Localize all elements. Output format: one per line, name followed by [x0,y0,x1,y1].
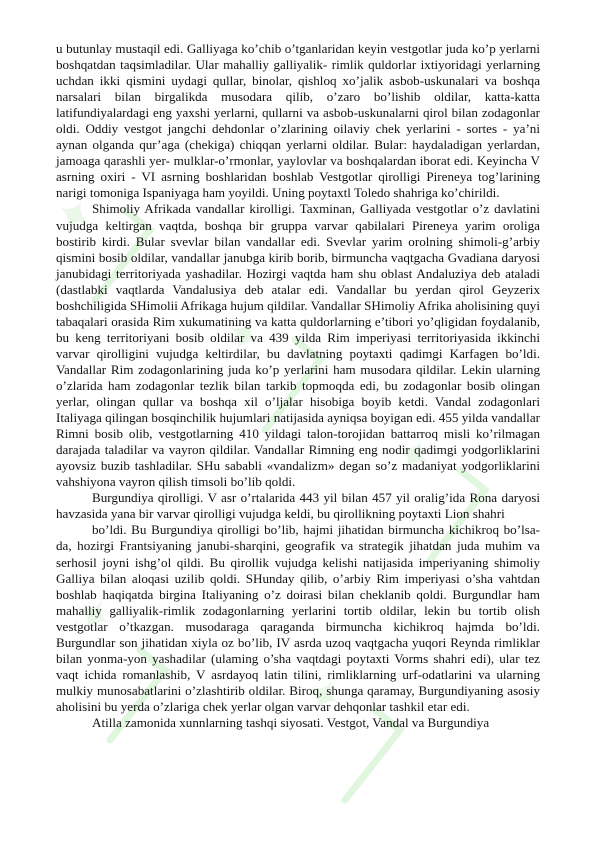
paragraph-vandals: Shimoliy Afrikada vandallar kirolligi. Taxminan, Galliyada vestgotlar o’z davlatini vujudga keltirgan vaqtda, boshqa bir gruppa varvar qabilalari Pireneya yarim oroliga bostirib kirdi. Bular svevlar bilan vandallar edi. Svevlar yarim orolning shimoli-g’arbiy qismini bosib oldilar, vandallar janubga kirib borib, birmuncha vaqtgacha Gvadiana daryosi janubidagi territoriyada yashadilar. Hozirgi vaqtda ham shu oblast Andaluziya deb ataladi (dastlabki vaqtlarda Vandalusiya deb atalar edi. Vandallar bu yerdan qirol Geyzerix boshchiligida SHimolii Afrikaga hujum qildilar. Vandallar SHimoliy Afrika aholisining quyi tabaqalari orasida Rim xukumatining va katta quldorlarning e’tibori yo’qligidan foydalanib, bu keng territoriyani bosib oldilar va 439 yilda Rim imperiyasi territoriyasida ikkinchi varvar qirolligini vujudga keltirdilar, bu davlatning poytaxti qadimgi Karfagen bo’ldi. Vandallar Rim zodagonlarining juda ko’p yerlarini ham musodara qildilar. Lekin ularning o’zlarida ham zodagonlar tezlik bilan tarkib topmoqda edi, bu zodagonlar bosib olingan yerlar, olingan qullar va boshqa xil o’ljalar hisobiga boyib ketdi. Vandal zodagonlari Italiyaga qilingan bosqinchilik hujumlari natijasida ayniqsa boyigan edi. 455 yilda vandallar Rimni bosib olib, vestgotlarning 410 yildagi talon-torojidan battarroq misli ko’rilmagan darajada taladilar va vayron qildilar. Vandallar Rimning eng nodir qadimgi yodgorliklarini ayovsiz buzib tashladilar. SHu sababli «vandalizm» degan so’z madaniyat yodgorliklarini vahshiyona vayron qilish timsoli bo’lib qoldi. [56,201,540,490]
paragraph-burgundy: bo’ldi. Bu Burgundiya qirolligi bo’lib, hajmi jihatidan birmuncha kichikroq bo’lsa-da, hozirgi Frantsiyaning janubi-sharqini, geografik va strategik jihatdan juda muhim va serhosil joyni ishg’ol qildi. Bu qirollik vujudga kelishi natijasida imperiyaning shimoliy Galliya bilan aloqasi uzilib qoldi. SHunday qilib, o’arbiy Rim imperiyasi o’sha vahtdan boshlab haqiqatda birgina Italiyaning o’z doirasi bilan cheklanib qoldi. Burgundlar ham mahalliy galliyalik-rimlik zodagonlarning yerlarini tortib oldilar, lekin bu tortib olish vestgotlar o’tkazgan. musodaraga qaraganda birmuncha kichikroq hajmda bo’ldi. Burgundlar son jihatidan xiyla oz bo’lib, IV asrda uzoq vaqtgacha yuqori Reynda rimliklar bilan yonma-yon yashadilar (ulaming o’sha vaqtdagi poytaxti Vorms shahri edi), ular tez vaqt ichida romanlashib, V asrdayoq latin tilini, rimliklarning urf-odatlarini va ularning mulkiy munosabatlarini o’zlashtirib oldilar. Biroq, shunga qaramay, Burgundiyaning asosiy aholisini bu yerda o’zlariga chek yerlar olgan varvar dehqonlar tashkil etar edi. [56,522,540,714]
paragraph-continuation: u butunlay mustaqil edi. Galliyaga ko’chib o’tganlaridan keyin vestgotlar juda ko’p yerlarni boshqatdan taqsimladilar. Ular mahalliy galliyalik- rimlik quldorlar ixtiyoridagi yerlarning uchdan ikki qismini uydagi qullar, binolar, qishloq xo’jalik asbob-uskunalari va boshqa narsalari bilan birgalikda musodara qilib, o’zaro bo’lishib oldilar, katta-katta latifundiyalardagi eng yaxshi yerlarni, qullarni va asbob-uskunalarni qirol bilan zodagonlar oldi. Oddiy vestgot jangchi dehdonlar o’zlarining oilaviy chek yerlarini - sortes - ya’ni aynan olganda qur’aga (chekiga) chiqqan yerlarni oldilar. Bular: haydaladigan yerlardan, jamoaga qarashli yer- mulklar-o’rmonlar, yaylovlar va boshqalardan iborat edi. Keyincha V asrning oxiri - VI asrning boshlaridan boshlab Vestgotlar qirolligi Pireneya tog’larining narigi tomoniga Ispaniyaga ham yoyildi. Uning poytaxtl Toledo shahriga ko’chirildi. [56,41,540,201]
watermark-glyph: ✦ [62,585,128,646]
paragraph-burgundy-intro: Burgundiya qirolligi. V asr o’rtalarida 443 yil bilan 457 yil oralig’ida Rona daryosi havzasida yana bir varvar qirolligi vujudga keldi, bu qirollikning poytaxti Lion shahri [56,490,540,522]
paragraph-atilla: Atilla zamonida xunnlarning tashqi siyosati. Vestgot, Vandal va Burgundiya [92,714,490,730]
watermark-glyph: ✦ [212,305,278,366]
watermark-glyph: ✦ [292,665,358,726]
watermark-glyph: ✦ [382,425,448,486]
watermark-glyph: ✦ [42,185,108,246]
document-page [56,41,540,731]
